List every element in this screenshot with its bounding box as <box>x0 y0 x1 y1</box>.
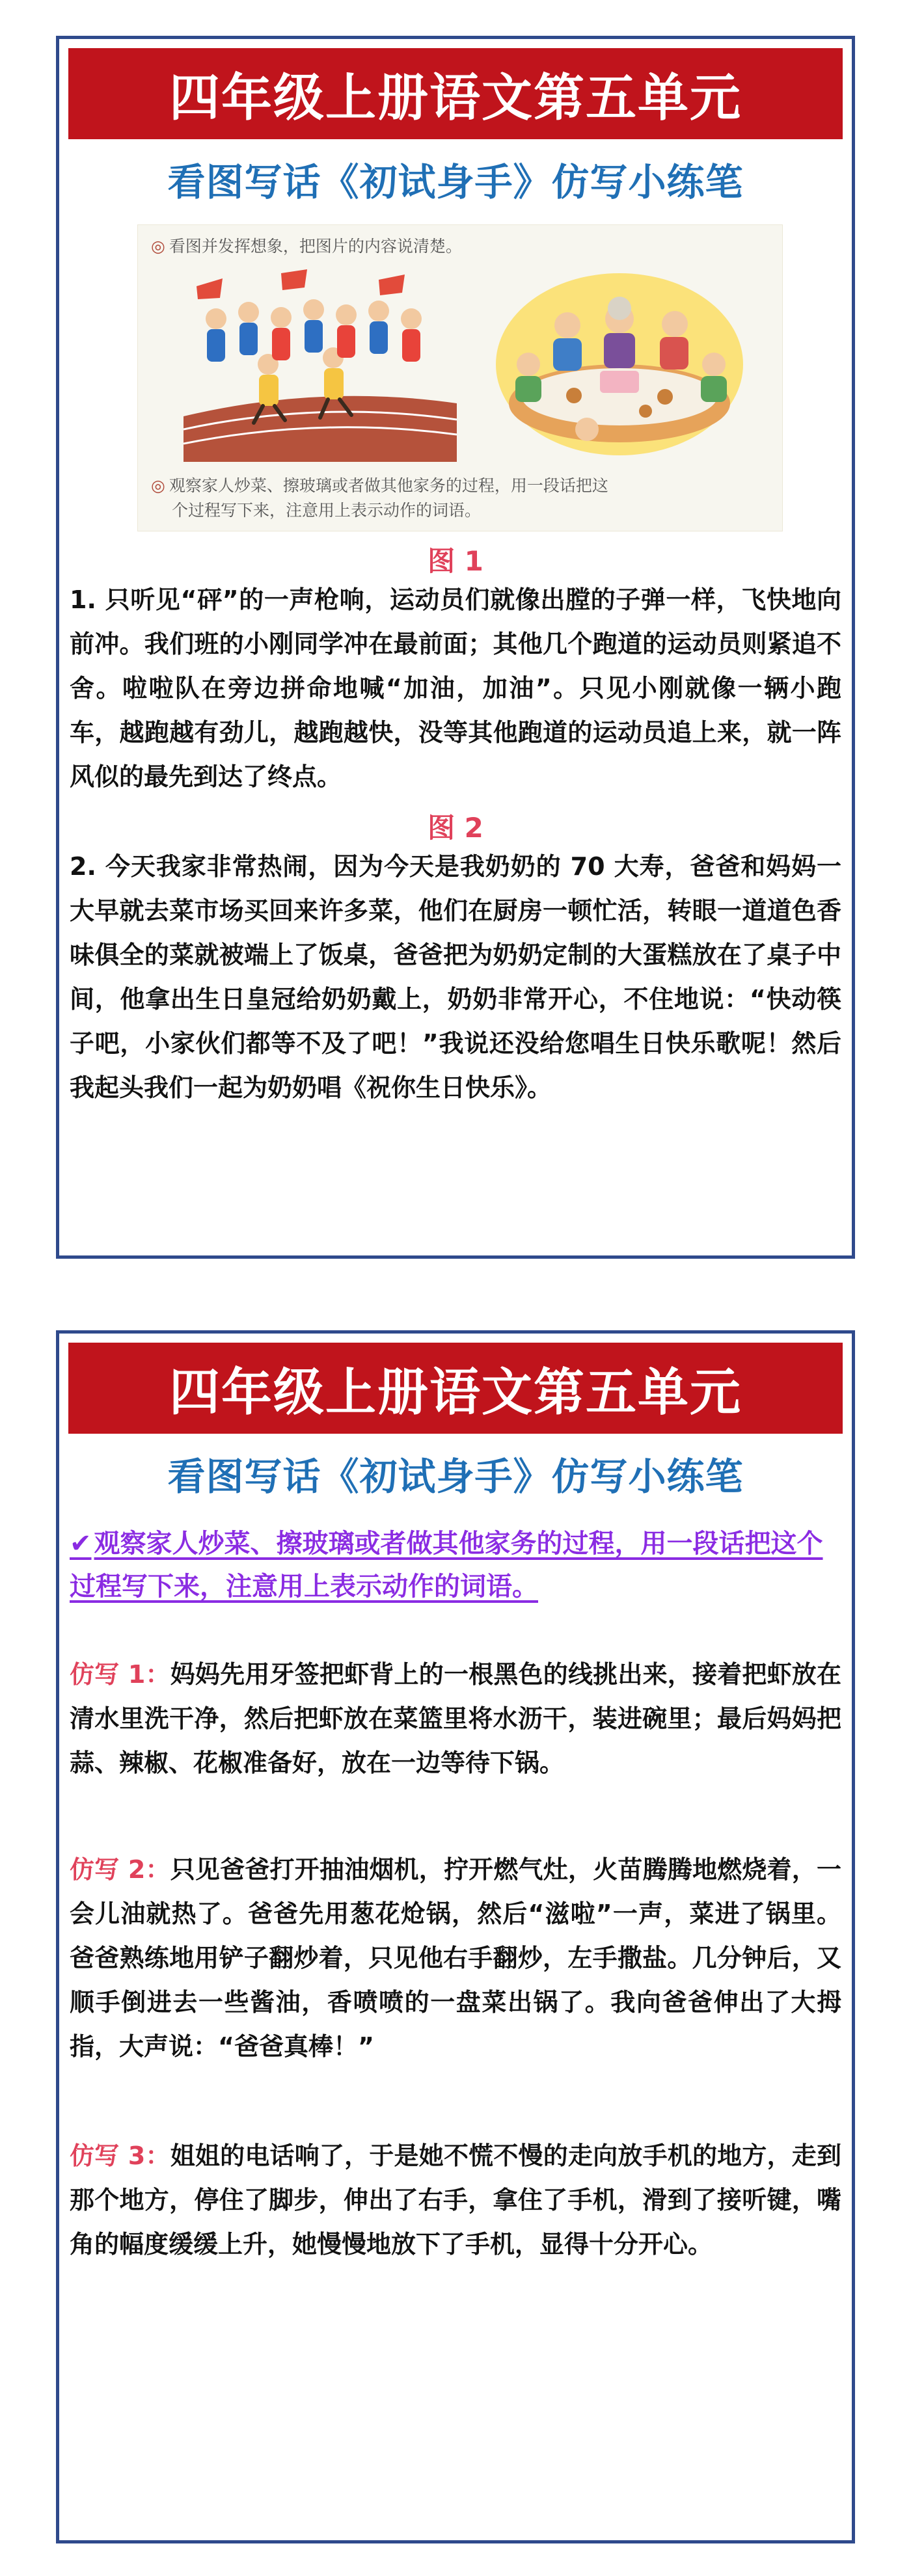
imitation-label: 仿写 2： <box>70 1855 170 1884</box>
imitation-label: 仿写 3： <box>70 2141 170 2170</box>
image-caption-top: ◎ 看图并发挥想象，把图片的内容说清楚。 <box>151 237 462 256</box>
birthday-dinner-picture <box>489 267 750 462</box>
imitation-label: 仿写 1： <box>70 1660 170 1689</box>
checkmark-icon: ✔ <box>70 1529 92 1559</box>
paragraph-2: 2. 今天我家非常热闹，因为今天是我奶奶的 70 大寿，爸爸和妈妈一大早就去菜市场买回来许多菜，他们在厨房一顿忙活，转眼一道道色香味俱全的菜就被端上了饭桌，爸爸把为奶奶定制的大蛋糕放在了桌子中间，他拿出生日皇冠给奶奶戴上，奶奶非常开心，不住地说：“快动筷子吧，小家伙们都等不及了吧！”我说还没给您唱生日快乐歌呢！然后我起头我们一起为奶奶唱《祝你生日快乐》。 <box>70 852 841 1102</box>
running-race-picture <box>184 267 457 462</box>
card1-title-banner: 四年级上册语文第五单元 <box>68 48 843 139</box>
task-prompt: ✔ 观察家人炒菜、擦玻璃或者做其他家务的过程，用一段话把这个过程写下来，注意用上表示动作的词语。 <box>70 1529 823 1602</box>
figure-1-label: 图 1 <box>428 545 483 577</box>
imitation-item-2: 仿写 2：只见爸爸打开抽油烟机，拧开燃气灶，火苗腾腾地燃烧着，一会儿油就热了。爸爸先用葱花炝锅，然后“滋啦”一声，菜进了锅里。爸爸熟练地用铲子翻炒着，只见他右手翻炒，左手撒盐。几分钟后，又顺手倒进去一些酱油，香喷喷的一盘菜出锅了。我向爸爸伸出了大拇指，大声说：“爸爸真棒！” <box>70 1855 842 2061</box>
image-caption-bottom: ◎ 观察家人炒菜、擦玻璃或者做其他家务的过程，用一段话把这 个过程写下来，注意用上表示动作的词语。 <box>151 476 608 520</box>
imitation-item-3: 仿写 3：姐姐的电话响了，于是她不慌不慢的走向放手机的地方，走到那个地方，停住了脚步，伸出了右手，拿住了手机，滑到了接听键，嘴角的幅度缓缓上升，她慢慢地放下了手机，显得十分开心。 <box>70 2141 842 2259</box>
card2-subtitle: 看图写话《初试身手》仿写小练笔 <box>167 1455 744 1499</box>
worksheet-card-2 <box>56 1330 855 2543</box>
imitation-item-1: 仿写 1：妈妈先用牙签把虾背上的一根黑色的线挑出来，接着把虾放在清水里洗干净，然后把虾放在菜篮里将水沥干，装进碗里；最后妈妈把蒜、辣椒、花椒准备好，放在一边等待下锅。 <box>70 1660 842 1777</box>
paragraph-1: 1. 只听见“砰”的一声枪响，运动员们就像出膛的子弹一样，飞快地向前冲。我们班的小刚同学冲在最前面；其他几个跑道的运动员则紧追不舍。啦啦队在旁边拼命地喊“加油，加油”。只见小刚就像一辆小跑车，越跑越有劲儿，越跑越快，没等其他跑道的运动员追上来，就一阵风似的最先到达了终点。 <box>70 585 841 791</box>
worksheet-card-1 <box>56 36 855 1259</box>
bullet-icon: ◎ <box>151 476 165 495</box>
bullet-icon: ◎ <box>151 237 165 256</box>
card1-subtitle: 看图写话《初试身手》仿写小练笔 <box>167 160 744 204</box>
card2-title-banner: 四年级上册语文第五单元 <box>68 1343 843 1434</box>
textbook-illustration <box>137 224 783 531</box>
figure-2-label: 图 2 <box>428 812 483 844</box>
